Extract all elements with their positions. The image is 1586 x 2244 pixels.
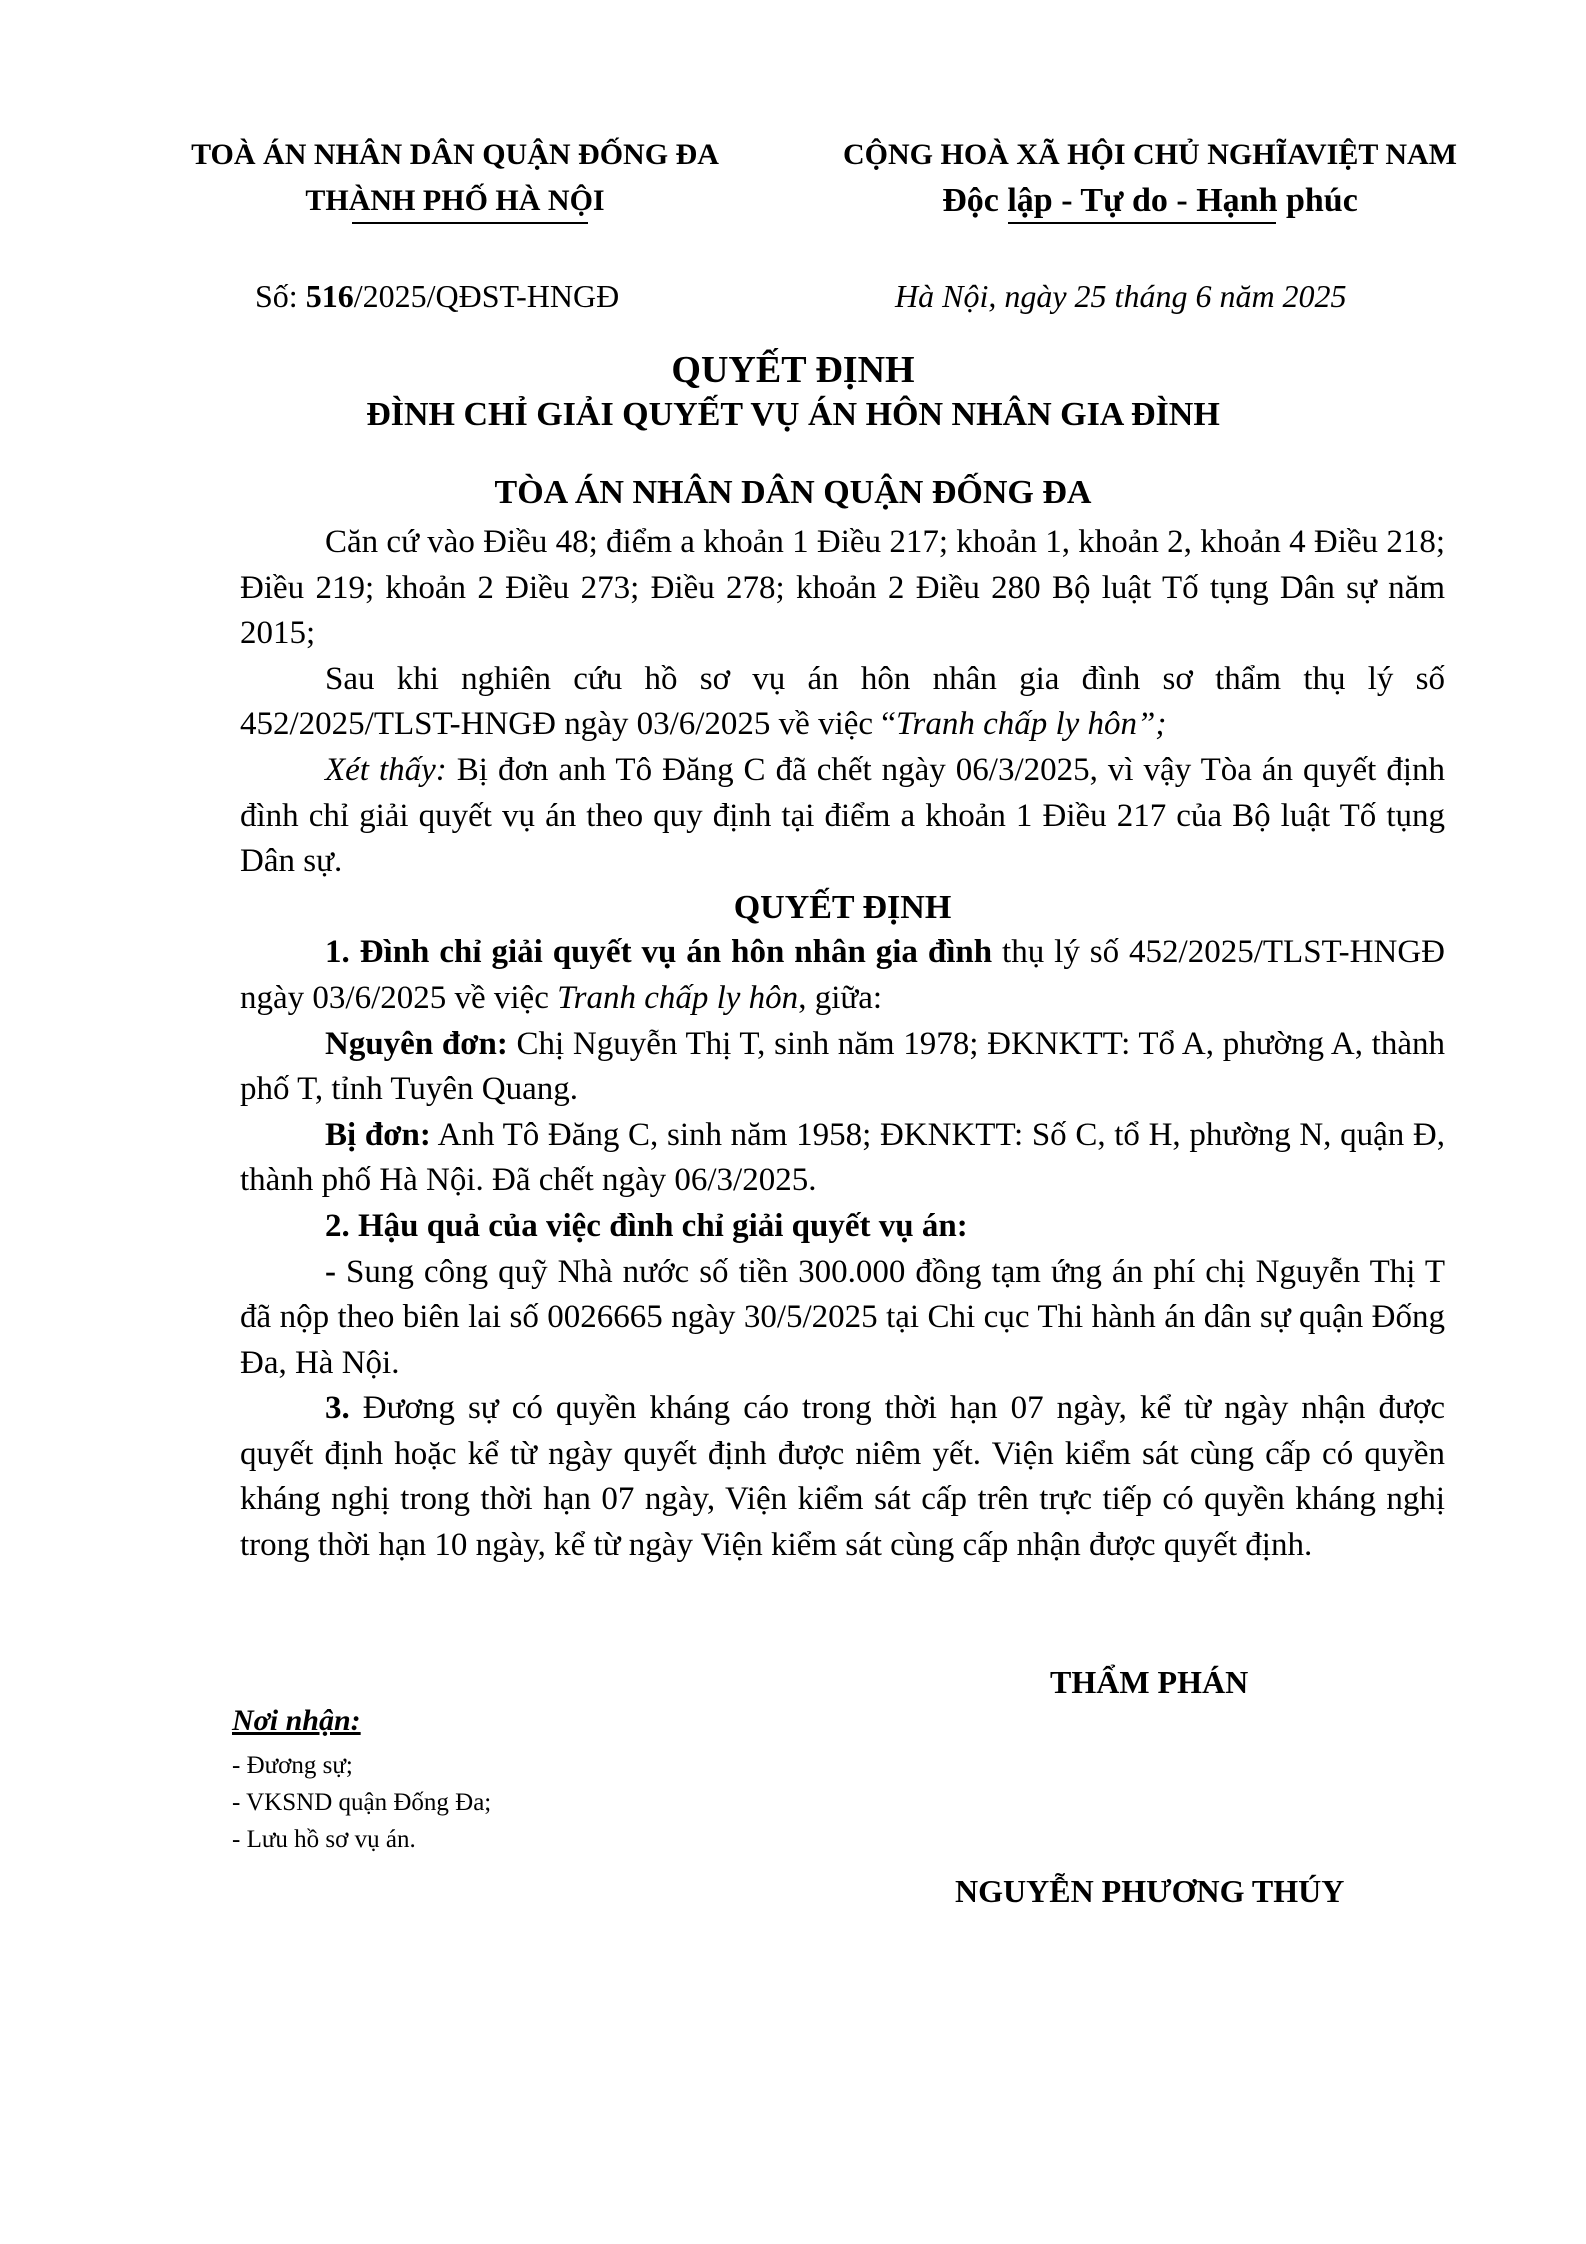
decision-item-1-bold: 1. Đình chỉ giải quyết vụ án hôn nhân gia đình [325,934,993,971]
decision-item-1-text: thụ lý số 452/2025/TLST-HNGĐ ngày 03/6/2025 về việc [240,934,1445,1016]
document-number-prefix: Số: [255,278,306,314]
decision-item-3-number: 3. [325,1390,350,1427]
recipient-item: - Lưu hồ sơ vụ án. [232,1826,416,1853]
consideration-label: Xét thấy: [325,751,447,788]
court-city: THÀNH PHỐ HÀ NỘI [305,184,605,217]
court-name: TOÀ ÁN NHÂN DÂN QUẬN ĐỐNG ĐA [191,138,719,171]
nation-name: CỘNG HOÀ XÃ HỘI CHỦ NGHĨAVIỆT NAM [843,138,1457,171]
document-subtitle: ĐÌNH CHỈ GIẢI QUYẾT VỤ ÁN HÔN NHÂN GIA ĐÌNH [366,396,1220,433]
judge-name: NGUYỄN PHƯƠNG THÚY [955,1873,1345,1909]
decision-item-2-paragraph [240,1250,1445,1387]
nation-motto-underline [1008,222,1276,224]
national-header [790,132,1510,224]
decision-item-1 [240,930,1445,1021]
defendant-label: Bị đơn: [325,1116,431,1153]
review-text: Sau khi nghiên cứu hồ sơ vụ án hôn nhân gia đình sơ thẩm thụ lý số 452/2025/TLST-HNGĐ ngày 03/6/2025 về việc “ [240,660,1445,743]
recipient-item: - Đương sự; [232,1752,353,1779]
document-number-value: 516 [305,278,354,314]
decision-item-3-paragraph [240,1386,1445,1568]
defendant-text: Anh Tô Đăng C, sinh năm 1958; ĐKNKTT: Số C, tổ H, phường N, quận Đ, thành phố Hà Nội. Đã chết ngày 06/3/2025. [240,1116,1446,1199]
decision-item-2-heading-text: 2. Hậu quả của việc đình chỉ giải quyết vụ án: [325,1207,968,1244]
plaintiff-paragraph [240,1022,1445,1113]
consideration-paragraph [240,748,1445,885]
decision-item-1-end: , giữa: [798,979,883,1016]
consideration-text: Bị đơn anh Tô Đăng C đã chết ngày 06/3/2025, vì vậy Tòa án quyết định đình chỉ giải quyết vụ án theo quy định tại điểm a khoản 1 Điều 217 của Bộ luật Tố tụng Dân sự. [240,751,1446,880]
plaintiff-label: Nguyên đơn: [325,1025,508,1062]
document-number-suffix: /2025/QĐST-HNGĐ [353,278,620,314]
document-date: Hà Nội, ngày 25 tháng 6 năm 2025 [895,278,1347,314]
decision-heading: QUYẾT ĐỊNH [733,888,952,926]
recipients-title: Nơi nhận: [232,1704,361,1737]
court-header-underline [352,222,588,224]
decision-item-2-text: Sung công quỹ Nhà nước số tiền 300.000 đồng tạm ứng án phí chị Nguyễn Thị T đã nộp theo biên lai số 0026665 ngày 30/5/2025 tại Chi cục Thi hành án dân sự quận Đống Đa, Hà Nội. [240,1253,1445,1381]
decision-item-2-heading [240,1204,1445,1250]
document-body [240,520,1445,1569]
signature-role: THẨM PHÁN [1050,1664,1249,1700]
decision-item-1-case: Tranh chấp ly hôn [557,979,799,1016]
document-title: QUYẾT ĐỊNH [671,349,915,391]
decision-item-3-text: Đương sự có quyền kháng cáo trong thời hạn 07 ngày, kể từ ngày nhận được quyết định hoặc kể từ ngày quyết định được niêm yết. Viện kiểm sát cùng cấp có quyền kháng nghị trong thời hạn 07 ngày, Viện kiểm sát cấp trên trực tiếp có quyền kháng nghị trong thời hạn 10 ngày, kể từ ngày Viện kiểm sát cùng cấp nhận được quyết định. [240,1390,1445,1564]
review-paragraph [240,657,1445,748]
decision-item-2-dash: - [325,1253,336,1290]
recipient-item: - VKSND quận Đống Đa; [232,1789,492,1816]
review-case-name: Tranh chấp ly hôn [895,706,1138,743]
document-number [255,278,619,315]
issuing-court: TÒA ÁN NHÂN DÂN QUẬN ĐỐNG ĐA [494,474,1092,511]
nation-motto: Độc lập - Tự do - Hạnh phúc [942,182,1358,219]
review-text-end: ”; [1137,706,1167,743]
plaintiff-text: Chị Nguyễn Thị T, sinh năm 1978; ĐKNKTT: Tổ A, phường A, thành phố T, tỉnh Tuyên Quang. [240,1025,1446,1108]
recipients-list [232,1747,491,1858]
legal-basis-paragraph: Căn cứ vào Điều 48; điểm a khoản 1 Điều 217; khoản 1, khoản 2, khoản 4 Điều 218; Điều 219; khoản 2 Điều 273; Điều 278; khoản 2 Điều 280 Bộ luật Tố tụng Dân sự năm 2015; [240,524,1445,652]
court-header [150,132,760,224]
defendant-paragraph [240,1113,1445,1204]
